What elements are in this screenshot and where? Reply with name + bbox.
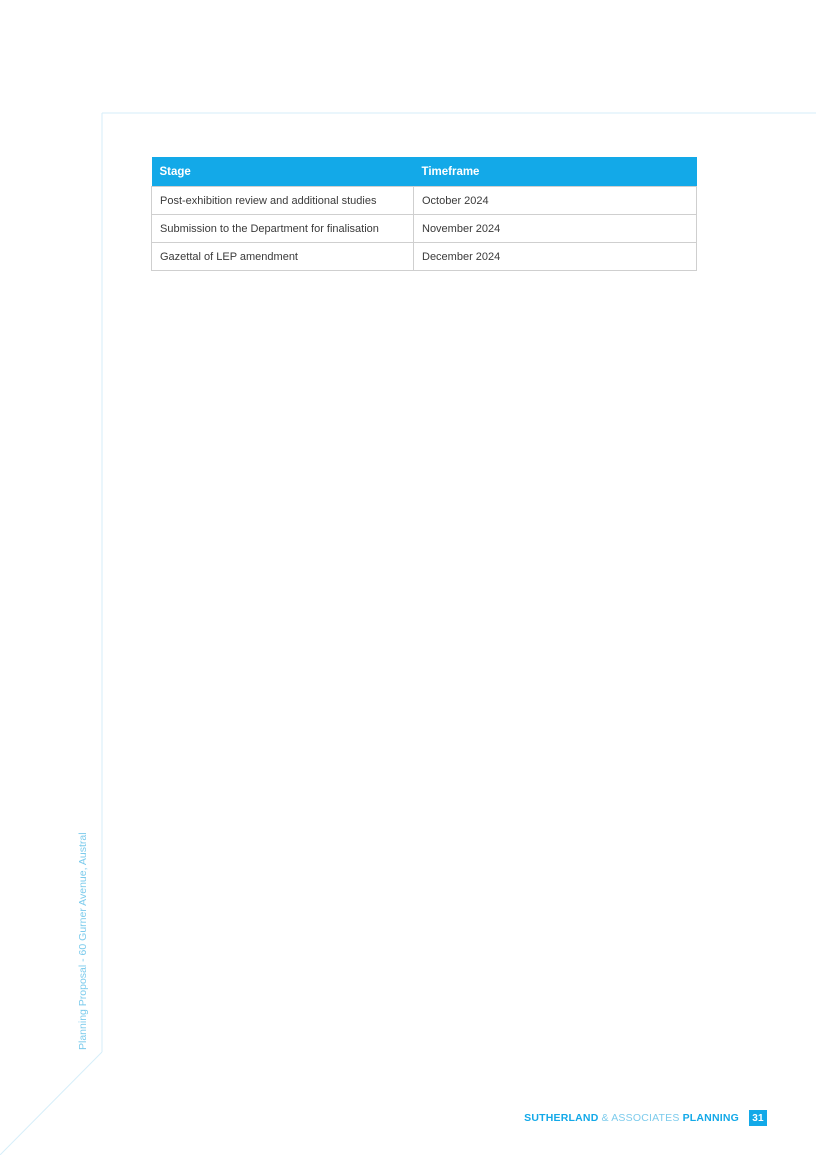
page-number: 31 [749,1110,767,1126]
timeframe-cell: October 2024 [414,187,697,215]
stage-cell: Post-exhibition review and additional studies [152,187,414,215]
timeframe-cell: November 2024 [414,215,697,243]
stage-cell: Submission to the Department for finalisation [152,215,414,243]
side-document-title: Planning Proposal - 60 Gurner Avenue, Austral [77,832,89,1050]
brand-name-part1: SUTHERLAND [524,1112,599,1124]
table-header-row [152,157,697,187]
table-row [152,243,697,271]
stage-cell: Gazettal of LEP amendment [152,243,414,271]
table-row [152,187,697,215]
timeframe-cell: December 2024 [414,243,697,271]
footer-brand [524,1110,767,1126]
brand-name-part2: & ASSOCIATES [601,1112,680,1124]
header-stage: Stage [152,157,414,187]
brand-name-part3: PLANNING [682,1112,739,1124]
timeframe-table [151,157,697,271]
header-timeframe: Timeframe [414,157,697,187]
table-row [152,215,697,243]
